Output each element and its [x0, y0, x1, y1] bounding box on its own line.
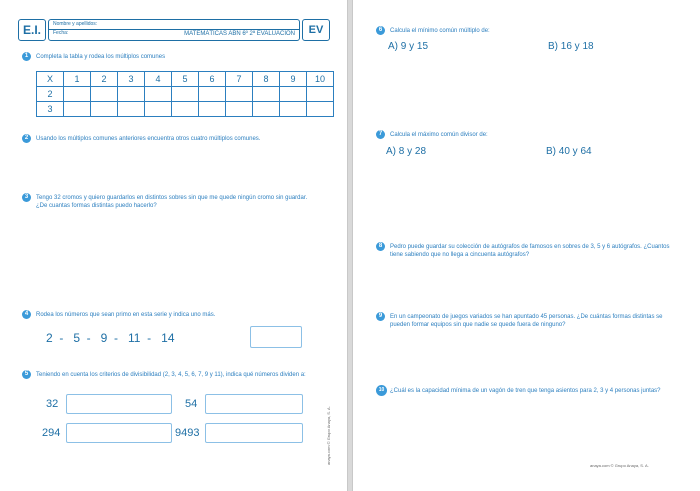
question-number: 10 — [376, 385, 387, 396]
answer-cell[interactable] — [280, 87, 307, 102]
dividend-number: 294 — [42, 427, 61, 439]
ev-label: EV — [302, 19, 330, 41]
answer-cell[interactable] — [91, 102, 118, 117]
answer-cell[interactable] — [307, 102, 334, 117]
question-text: Completa la tabla y rodea los múltiplos comunes — [36, 54, 166, 60]
table-cell: 5 — [172, 72, 199, 87]
question-8 — [376, 242, 696, 262]
question-number: 5 — [22, 370, 31, 379]
question-2 — [22, 134, 342, 144]
answer-box[interactable] — [66, 394, 172, 414]
left-page — [0, 0, 348, 491]
question-number: 4 — [22, 310, 31, 319]
question-text-line-2: ¿De cuantas formas distintas puedo hacerlo? — [36, 203, 157, 209]
answer-cell[interactable] — [253, 102, 280, 117]
question-10 — [376, 386, 696, 396]
multiples-table — [36, 71, 334, 117]
table-cell: 10 — [307, 72, 334, 87]
table-cell: 3 — [37, 102, 64, 117]
table-row — [37, 87, 334, 102]
question-7 — [376, 130, 676, 140]
question-text: Teniendo en cuenta los criterios de divisibilidad (2, 3, 4, 5, 6, 7, 9 y 11), indica qué números dividen a: — [36, 372, 306, 378]
answer-cell[interactable] — [199, 102, 226, 117]
answer-cell[interactable] — [91, 87, 118, 102]
question-5 — [22, 370, 347, 380]
table-row — [37, 102, 334, 117]
answer-box[interactable] — [250, 326, 302, 348]
question-number: 6 — [376, 26, 385, 35]
answer-cell[interactable] — [118, 102, 145, 117]
ei-label: E.I. — [18, 19, 46, 41]
table-cell: 7 — [226, 72, 253, 87]
question-4 — [22, 310, 322, 320]
worksheet-header — [18, 19, 330, 41]
table-cell: X — [37, 72, 64, 87]
question-number: 8 — [376, 242, 385, 251]
table-cell: 3 — [118, 72, 145, 87]
answer-cell[interactable] — [118, 87, 145, 102]
answer-cell[interactable] — [64, 102, 91, 117]
question-text-line-2: pueden formar equipos sin que nadie se quede fuera de ninguno? — [390, 322, 566, 328]
right-page — [352, 0, 700, 491]
answer-cell[interactable] — [172, 87, 199, 102]
dividend-number: 54 — [185, 398, 198, 410]
question-9 — [376, 312, 696, 332]
answer-cell[interactable] — [145, 102, 172, 117]
table-cell: 6 — [199, 72, 226, 87]
page-border — [352, 0, 353, 491]
question-number: 3 — [22, 193, 31, 202]
dividend-number: 32 — [46, 398, 59, 410]
answer-cell[interactable] — [253, 87, 280, 102]
question-3 — [22, 193, 347, 213]
question-text: Rodea los números que sean primo en esta serie y indica uno más. — [36, 312, 216, 318]
question-text: Calcula el máximo común divisor de: — [390, 132, 488, 138]
number-series: 2 - 5 - 9 - 11 - 14 — [46, 331, 175, 345]
question-number: 1 — [22, 52, 31, 61]
question-text: ¿Cuál es la capacidad mínima de un vagón de tren que tenga asientos para 2, 3 y 4 personas juntas? — [390, 388, 661, 394]
question-number: 7 — [376, 130, 385, 139]
question-text-line-1: Pedro puede guardar su colección de autógrafos de famosos en sobres de 3, 5 y 6 autógrafos. ¿Cuantos — [390, 244, 670, 250]
publisher-credit: anaya.com © Grupo Anaya, S. A. — [326, 406, 331, 465]
table-cell: 9 — [280, 72, 307, 87]
answer-cell[interactable] — [226, 102, 253, 117]
table-cell: 8 — [253, 72, 280, 87]
answer-cell[interactable] — [199, 87, 226, 102]
answer-cell[interactable] — [145, 87, 172, 102]
question-number: 9 — [376, 312, 385, 321]
question-6 — [376, 26, 676, 36]
divider — [49, 29, 299, 30]
answer-cell[interactable] — [280, 102, 307, 117]
student-info-box — [48, 19, 300, 41]
answer-cell[interactable] — [307, 87, 334, 102]
question-1 — [22, 52, 332, 62]
answer-box[interactable] — [66, 423, 172, 443]
option-b: B) 40 y 64 — [546, 146, 592, 157]
answer-cell[interactable] — [172, 102, 199, 117]
dividend-number: 9493 — [175, 427, 200, 439]
option-a: A) 9 y 15 — [388, 41, 429, 52]
name-label: Nombre y apellidos: — [53, 21, 98, 27]
question-text-line-1: En un campeonato de juegos variados se han apuntado 45 personas. ¿De cuántas formas distintas se — [390, 314, 663, 320]
table-header-row — [37, 72, 334, 87]
date-label: Fecha: — [53, 30, 69, 36]
question-text: Usando los múltiplos comunes anteriores encuentra otros cuatro múltiplos comunes. — [36, 136, 261, 142]
table-cell: 2 — [91, 72, 118, 87]
option-b: B) 16 y 18 — [548, 41, 594, 52]
option-a: A) 8 y 28 — [386, 146, 427, 157]
publisher-credit: anaya.com © Grupo Anaya, S. A. — [590, 463, 649, 468]
table-cell: 1 — [64, 72, 91, 87]
answer-box[interactable] — [205, 394, 303, 414]
answer-box[interactable] — [205, 423, 303, 443]
answer-cell[interactable] — [226, 87, 253, 102]
question-text-line-1: Tengo 32 cromos y quiero guardarlos en distintos sobres sin que me quede ningún cromo sin guardar. — [36, 195, 308, 201]
table-cell: 4 — [145, 72, 172, 87]
question-text: Calcula el mínimo común múltiplo de: — [390, 28, 490, 34]
question-text-line-2: tiene sabiendo que no llega a cincuenta autógrafos? — [390, 252, 530, 258]
worksheet-title: MATEMÁTICAS ABN 6º 2ª EVALUACIÓN — [184, 31, 295, 37]
question-number: 2 — [22, 134, 31, 143]
table-cell: 2 — [37, 87, 64, 102]
answer-cell[interactable] — [64, 87, 91, 102]
